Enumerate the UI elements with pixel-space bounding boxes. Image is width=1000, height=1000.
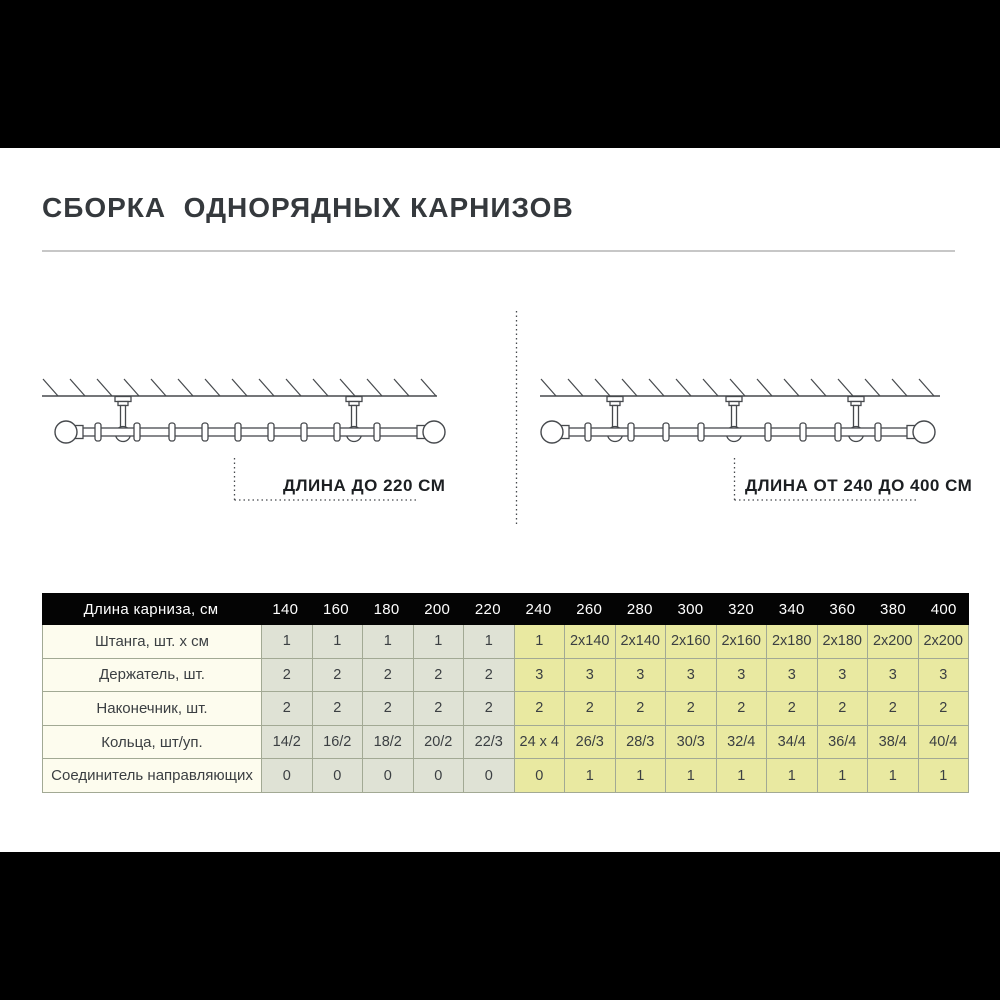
curtain-ring: [835, 423, 841, 441]
ceiling-hatch-mark: [124, 379, 139, 396]
table-cell: 0: [262, 759, 312, 792]
curtain-ring: [628, 423, 634, 441]
curtain-ring: [235, 423, 241, 441]
table-cell: 2: [818, 692, 868, 725]
ceiling-hatch-mark: [595, 379, 610, 396]
ceiling-hatch-mark: [865, 379, 880, 396]
page-title: СБОРКА ОДНОРЯДНЫХ КАРНИЗОВ: [42, 192, 574, 223]
table-cell: 2: [717, 692, 767, 725]
table-cell: 2x180: [818, 625, 868, 658]
ceiling-hatch-mark: [97, 379, 112, 396]
table-cell: 2: [363, 659, 413, 692]
table-header-cell: 260: [576, 600, 603, 618]
table-header-cell: 160: [322, 600, 349, 618]
table-cell: 2x180: [767, 625, 817, 658]
table-cell: 3: [666, 659, 716, 692]
table-cell: 1: [313, 625, 363, 658]
curtain-ring: [202, 423, 208, 441]
table-cell: 32/4: [717, 726, 767, 759]
table-cell: 3: [767, 659, 817, 692]
ceiling-hatch-mark: [730, 379, 745, 396]
table-cell: 1: [363, 625, 413, 658]
ceiling-hatch-mark: [43, 379, 58, 396]
table-cell: 2: [868, 692, 918, 725]
parts-table: [42, 593, 969, 793]
table-cell: 26/3: [565, 726, 615, 759]
ceiling-hatch-mark: [568, 379, 583, 396]
bracket-flange: [726, 397, 742, 402]
bracket-stem: [613, 406, 618, 428]
table-cell: 2: [666, 692, 716, 725]
table-cell: 1: [565, 759, 615, 792]
table-cell: 2: [515, 692, 565, 725]
bottom-letterbox-bar: [0, 852, 1000, 1000]
table-cell: 0: [515, 759, 565, 792]
bracket-flange: [848, 397, 864, 402]
bracket-flange: [607, 397, 623, 402]
table-cell: 3: [616, 659, 666, 692]
ceiling-hatch-mark: [313, 379, 328, 396]
table-header-cell: 300: [677, 600, 704, 618]
table-cell: 3: [717, 659, 767, 692]
bracket-stem: [352, 406, 357, 428]
table-header-cell: 280: [626, 600, 653, 618]
table-header-cell: 200: [424, 600, 451, 618]
bracket-flange: [346, 397, 362, 402]
curtain-ring: [585, 423, 591, 441]
table-cell: 18/2: [363, 726, 413, 759]
table-cell: 2: [363, 692, 413, 725]
bracket-flange: [115, 397, 131, 402]
table-cell: 2: [767, 692, 817, 725]
table-cell: 2x160: [666, 625, 716, 658]
ceiling-hatch-mark: [784, 379, 799, 396]
table-cell: 1: [464, 625, 514, 658]
bracket-stem: [854, 406, 859, 428]
curtain-ring: [663, 423, 669, 441]
table-header-label: Длина карниза, см: [83, 600, 219, 618]
row-label: Кольца, шт/уп.: [43, 726, 261, 759]
ceiling-hatch-mark: [367, 379, 382, 396]
curtain-ring: [875, 423, 881, 441]
table-header-cell: 340: [778, 600, 805, 618]
table-header-cell: 180: [373, 600, 400, 618]
row-label: Штанга, шт. х см: [43, 625, 261, 658]
table-header-row: [42, 593, 969, 625]
finial-ball: [541, 421, 563, 443]
table-cell: 1: [767, 759, 817, 792]
table-cell: 2: [313, 659, 363, 692]
ceiling-hatch-mark: [232, 379, 247, 396]
table-cell: 1: [666, 759, 716, 792]
curtain-ring: [374, 423, 380, 441]
title-divider: [42, 250, 955, 252]
table-cell: 3: [565, 659, 615, 692]
table-cell: 0: [464, 759, 514, 792]
table-header-cell: 360: [829, 600, 856, 618]
curtain-ring: [334, 423, 340, 441]
diagram-label: ДЛИНА ОТ 240 ДО 400 СМ: [745, 476, 973, 495]
table-cell: 1: [717, 759, 767, 792]
table-cell: 2x160: [717, 625, 767, 658]
table-cell: 2: [262, 659, 312, 692]
curtain-ring: [134, 423, 140, 441]
curtain-ring: [268, 423, 274, 441]
curtain-ring: [800, 423, 806, 441]
table-cell: 1: [262, 625, 312, 658]
ceiling-hatch-mark: [811, 379, 826, 396]
table-cell: 1: [818, 759, 868, 792]
table-cell: 1: [515, 625, 565, 658]
table-cell: 1: [414, 625, 464, 658]
table-cell: 2x200: [919, 625, 969, 658]
table-cell: 2x200: [868, 625, 918, 658]
table-header-cell: 140: [272, 600, 299, 618]
table-cell: 30/3: [666, 726, 716, 759]
table-cell: 2: [616, 692, 666, 725]
table-cell: 2: [464, 692, 514, 725]
row-label: Соединитель направляющих: [43, 759, 261, 792]
table-cell: 2: [313, 692, 363, 725]
table-header-cell: 400: [930, 600, 957, 618]
table-header-cell: 380: [880, 600, 906, 618]
table-cell: 3: [919, 659, 969, 692]
ceiling-hatch-mark: [838, 379, 853, 396]
curtain-rod: [82, 428, 418, 436]
table-cell: 0: [414, 759, 464, 792]
table-cell: 20/2: [414, 726, 464, 759]
table-cell: 16/2: [313, 726, 363, 759]
diagram-label: ДЛИНА ДО 220 СМ: [283, 476, 446, 495]
finial-ball: [55, 421, 77, 443]
curtain-ring: [698, 423, 704, 441]
bracket-stem: [121, 406, 126, 428]
table-cell: 1: [616, 759, 666, 792]
table-cell: 22/3: [464, 726, 514, 759]
table-header-cell: 320: [728, 600, 755, 618]
table-cell: 2: [565, 692, 615, 725]
ceiling-hatch-mark: [340, 379, 355, 396]
table-cell: 2: [919, 692, 969, 725]
table-cell: 40/4: [919, 726, 969, 759]
table-cell: 36/4: [818, 726, 868, 759]
ceiling-hatch-mark: [178, 379, 193, 396]
curtain-ring: [169, 423, 175, 441]
table-cell: 14/2: [262, 726, 312, 759]
ceiling-hatch-mark: [541, 379, 556, 396]
table-cell: 2x140: [616, 625, 666, 658]
table-cell: 2: [464, 659, 514, 692]
row-label: Наконечник, шт.: [43, 692, 261, 725]
ceiling-hatch-mark: [649, 379, 664, 396]
ceiling-hatch-mark: [622, 379, 637, 396]
table-cell: 2: [414, 659, 464, 692]
table-header-cell: 220: [474, 600, 501, 618]
curtain-ring: [95, 423, 101, 441]
ceiling-hatch-mark: [703, 379, 718, 396]
table-cell: 28/3: [616, 726, 666, 759]
row-label: Держатель, шт.: [43, 659, 261, 692]
top-letterbox-bar: [0, 0, 1000, 148]
table-cell: 2: [262, 692, 312, 725]
table-cell: 0: [313, 759, 363, 792]
ceiling-hatch-mark: [892, 379, 907, 396]
table-cell: 0: [363, 759, 413, 792]
cornice-diagrams: [0, 296, 1000, 546]
curtain-ring: [765, 423, 771, 441]
table-cell: 38/4: [868, 726, 918, 759]
ceiling-hatch-mark: [259, 379, 274, 396]
table-cell: 3: [818, 659, 868, 692]
table-cell: 1: [868, 759, 918, 792]
bracket-stem: [732, 406, 737, 428]
finial-ball: [913, 421, 935, 443]
table-cell: 2x140: [565, 625, 615, 658]
finial-ball: [423, 421, 445, 443]
table-cell: 24 x 4: [515, 726, 565, 759]
table-cell: 3: [515, 659, 565, 692]
table-body: [42, 625, 969, 793]
ceiling-hatch-mark: [394, 379, 409, 396]
curtain-ring: [301, 423, 307, 441]
ceiling-hatch-mark: [421, 379, 436, 396]
table-cell: 3: [868, 659, 918, 692]
ceiling-hatch-mark: [676, 379, 691, 396]
table-header-cell: 240: [525, 600, 552, 618]
ceiling-hatch-mark: [757, 379, 772, 396]
curtain-rod: [568, 428, 908, 436]
ceiling-hatch-mark: [919, 379, 934, 396]
table-cell: 1: [919, 759, 969, 792]
table-cell: 34/4: [767, 726, 817, 759]
ceiling-hatch-mark: [286, 379, 301, 396]
table-cell: 2: [414, 692, 464, 725]
ceiling-hatch-mark: [151, 379, 166, 396]
ceiling-hatch-mark: [205, 379, 220, 396]
ceiling-hatch-mark: [70, 379, 85, 396]
